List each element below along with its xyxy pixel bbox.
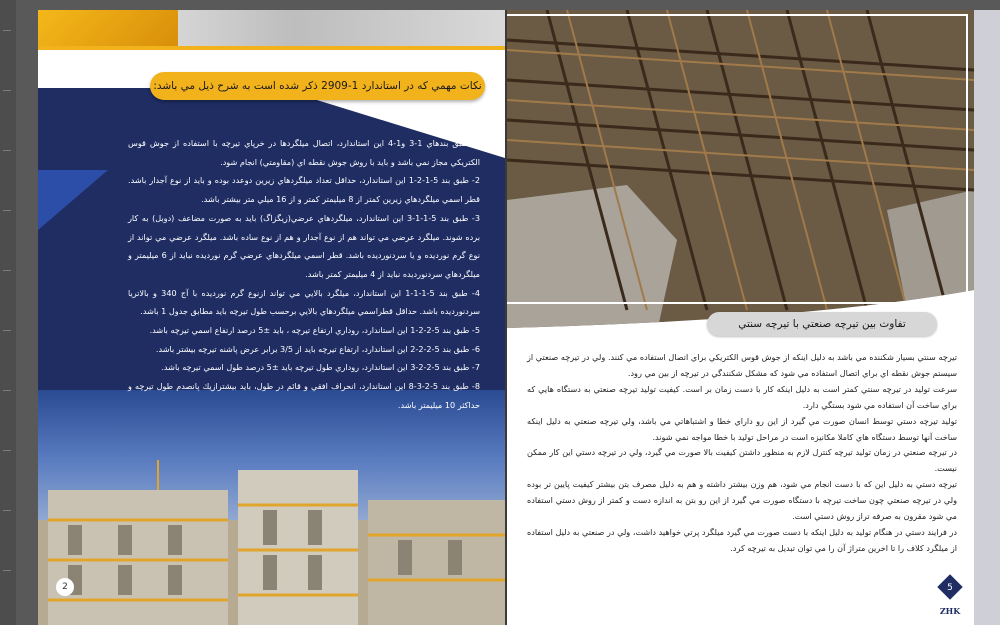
right-section-heading: [707, 312, 937, 336]
note-paragraph: 7- طبق بند 5-2-2-3 اين استاندارد، روداري طول تيرچه بايد ±5 درصد طول اسمي تيرچه باشد.: [161, 362, 480, 373]
left-page[interactable]: [38, 10, 505, 625]
note-paragraph: 1- طبق بندهاي 1-3 و1-4 اين استاندارد، اتصال ميلگردها در خرپاي تيرچه با استفاده از جوش قوس الكتريكي مجاز نمي باشد و بايد با روش جوش نقطه اي (مقاومتي) انجام شود.: [128, 138, 480, 167]
construction-building-image: [38, 460, 505, 625]
brand-logo: [933, 576, 973, 625]
comparison-paragraph: تيرچه سنتي بسيار شكننده مي باشد به دليل اينكه از جوش قوس الكتريكي براي اتصال استفاده مي كنند. ولي در تيرچه صنعتي از سيستم جوش نقطه اي براي اتصال استفاده مي شود كه مشكل شكنندگي در تيرچه از بين مي رود.: [527, 352, 957, 378]
rebar-cage-photo: [507, 10, 974, 332]
comparison-text: [527, 350, 957, 557]
right-page-number: 5: [947, 583, 953, 593]
blue-wedge-decoration: [38, 170, 108, 230]
comparison-paragraph: سرعت توليد در تيرچه سنتي كمتر است به دليل اينكه كار با دست زمان بر است. كيفيت توليد تيرچه صنعتي به دستگاه هايي كه براي ساخت آن استفاده مي شود بستگي دارد.: [527, 383, 957, 410]
header-band: [38, 10, 505, 46]
vertical-ruler[interactable]: [0, 0, 16, 625]
note-paragraph: 2- طبق بند 5-1-2-1 اين استاندارد، حداقل تعداد ميلگردهاي زيرين دوعدد بوده و بايد از نوع آجدار باشد. قطر اسمي ميلگردهاي زيرين كمتر از 8 ميليمتر كمتر و از 16 ميلي متر بيشتر باشد.: [128, 175, 480, 205]
brand-logo-text: ZHK: [939, 606, 961, 616]
pasteboard-margin: [974, 10, 1000, 625]
header-accent-line: [38, 46, 505, 50]
comparison-paragraph: توليد تيرچه دستي توسط انسان صورت مي گيرد از اين رو داراي خطا و اشتباهاتي مي باشد، ولي تيرچه صنعتي به دليل اينكه ساخت آنها توسط دستگاه هاي كاملا مكانيزه است در مراحل توليد با خطا مواجه نمي شوند.: [527, 415, 957, 442]
right-page[interactable]: [507, 10, 974, 625]
photo-frame: [507, 14, 968, 304]
left-heading-text: نكات مهمي كه در استاندارد 1-2909 ذكر شده است به شرح ذيل مي باشد:: [153, 80, 482, 92]
comparison-paragraph: در فرايند دستي در هنگام توليد به دليل اينكه با دست صورت مي گيرد ميلگرد پرتي خواهيد داشت، ولي در صنعتي به دليل استفاده از ميلگرد كلاف را تا اخرين متراژ آن را مي توان تبديل به تيرچه كرد.: [527, 526, 957, 553]
note-paragraph: 5- طبق بند 5-2-2-1 اين استاندارد، روداري ارتفاع تيرچه ، بايد ±5 درصد ارتفاع اسمي تيرچه باشد.: [149, 325, 480, 336]
left-section-heading: [150, 72, 485, 100]
note-paragraph: 4- طبق بند 5-1-1-1 اين استاندارد، ميلگرد بالايي مي تواند ازنوع گرم نورديده با آج 340 و بالاتريا سردنورديده باشد. حداقل قطراسمي ميلگردهاي بالايي برحسب طول تيرچه بايد مطابق جدول 1 باشد.: [128, 287, 481, 317]
note-paragraph: 8- طبق بند 5-2-3-8 اين استاندارد، انحراف افقي و قائم در طول، بايد بيشترازيك پانصدم طول تيرچه و حداكثر 10 ميليمتر باشد.: [128, 381, 480, 410]
note-paragraph: 3- طبق بند 5-1-1-3 اين استاندارد، ميلگردهاي عرضي(زيگزاگ) بايد به صورت مضاعف (دوبل) به كار برده شوند. ميلگرد عرضي مي تواند هم از نوع آجدار و هم از نوع ساده باشد. ميلگرد عرضي مي تواند از نوع گرم نورديده و يا سردنورديده باشد. قطر اسمي ميلگردهاي عرضي گرم نورديده نبايد از 6 ميليمتر و ميلگردهاي سردنورديده نبايد از 4 ميليمتر كمتر باشد.: [128, 212, 481, 279]
note-paragraph: 6- طبق بند 5-2-2-2 اين استاندارد، ارتفاع تيرچه بايد از 3/5 برابر عرض پاشنه تيرچه بيشتر باشد.: [155, 343, 480, 354]
left-page-number: 2: [56, 578, 74, 596]
right-heading-text: تفاوت بين تيرچه صنعتي با تيرچه سنتي: [738, 318, 906, 330]
standards-notes-text: [128, 134, 480, 415]
comparison-paragraph: در تيرچه صنعتي در زمان توليد تيرچه كنترل لازم به منظور داشتن كيفيت بالا صورت مي گيرد، ولي در تيرچه دستي اين كار ممكن نيست.: [527, 447, 957, 474]
header-gold-block: [38, 10, 178, 46]
comparison-paragraph: تيرچه دستي به دليل اين كه با دست انجام مي شود، هم وزن بيشتر داشته و هم به دليل مصرف بتن بيشتر كيفيت پايين تر بوده ولي در تيرچه صنعتي چون ساخت تيرچه با دستگاه صورت مي گيرد از اين رو بتن به اندازه دست و كمتر از روش دستي استفاده مي شود مقرون به صرفه تراز روش دستي است.: [527, 479, 957, 522]
